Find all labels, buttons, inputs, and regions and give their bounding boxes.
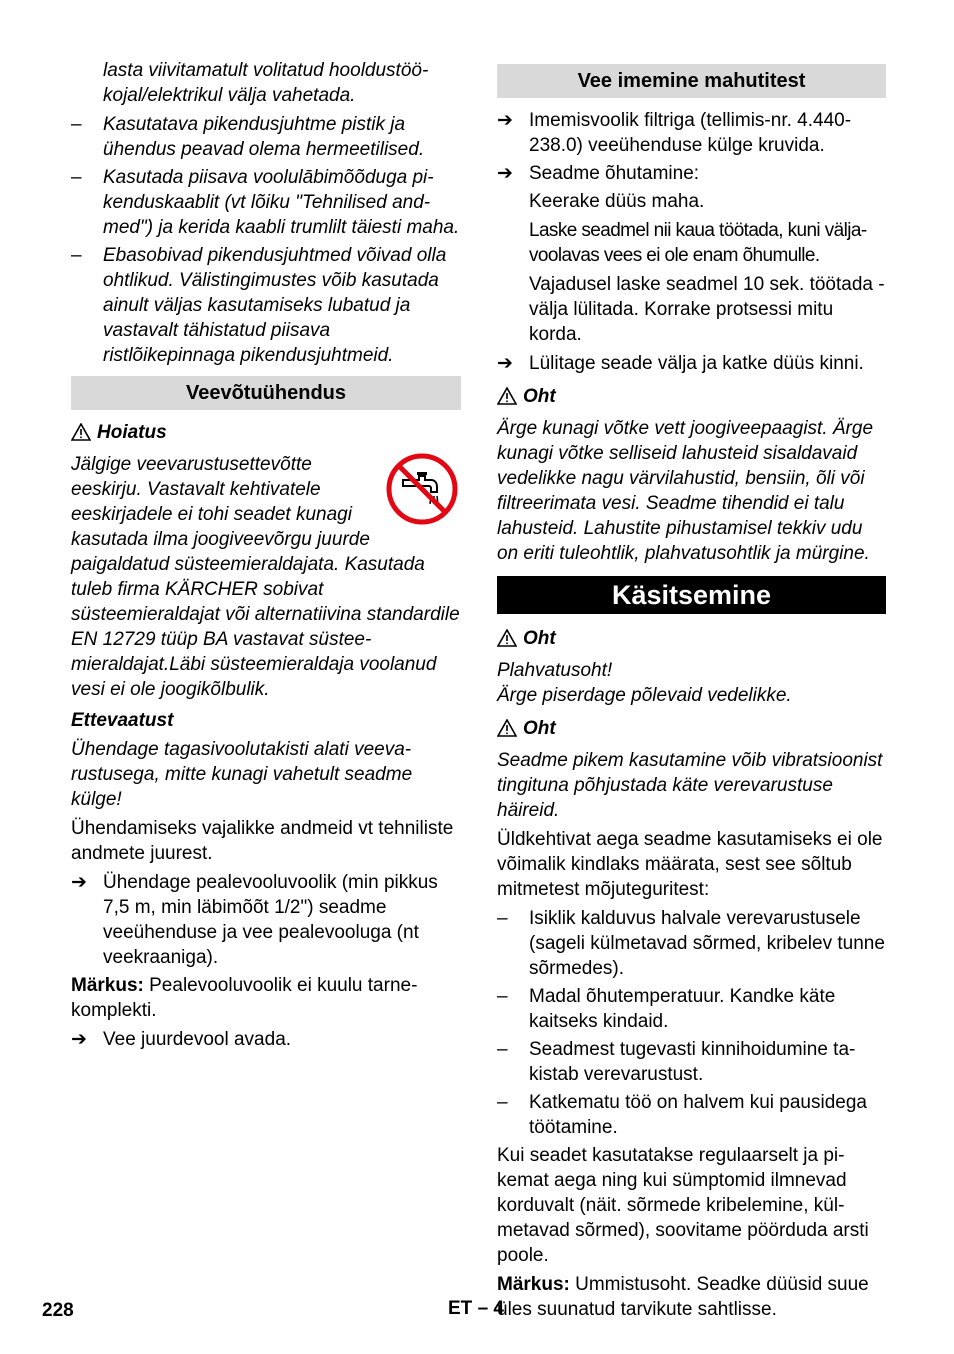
step-item: ➔ Ühendage pealevooluvoolik (min pikkus 7,5 m, min läbimõõt 1/2") seadme veeühenduse ja vee pealevooluga (nt veekraaniga). (71, 872, 438, 968)
list-item: – Seadmest tugevasti kinnihoidumine takistab verevarustust. (497, 1037, 886, 1087)
step-item: ➔ Imemisvoolik filtriga (tellimis-nr. 4.440-238.0) veeühenduse külge kruvida. (497, 110, 852, 156)
section-number: – 4 (477, 1298, 504, 1319)
connection-data-text: Ühendamiseks vajalikke andmeid vt tehniliste andmete juurest. (71, 818, 454, 864)
list-item: – Kasutada piisava voolulābimõõduga pikenduskaablit (vt lõiku "Tehnilised andmed") ja kerida kaabli trumlilt täiesti maha. (71, 165, 461, 240)
danger-text: Seadme pikem kasutamine võib vibratsioonist tingituna põhjustada käte verevarustuse häireid. (497, 750, 883, 821)
arrow-icon: ➔ (497, 110, 513, 131)
warning-triangle-icon (497, 629, 517, 654)
danger-text: Plahvatusoht! (497, 660, 613, 681)
no-drinking-water-icon (385, 452, 459, 533)
chapter-heading-operation: Käsitsemine (497, 576, 886, 614)
arrow-icon: ➔ (497, 353, 513, 374)
list-item: – Isiklik kalduvus halvale verevarustusele (sageli külmetavad sõrmed, kribelev tunne sõrmedes). (497, 906, 886, 981)
general-text: Üldkehtivat aega seadme kasutamiseks ei ole võimalik kindlaks määrata, sest see sõltub mitmetest mõjuteguritest: (497, 829, 883, 900)
language-code: ET (448, 1298, 473, 1319)
page-number: 228 (42, 1300, 74, 1321)
note: Märkus: Pealevooluvoolik ei kuulu tarnekomplekti. (71, 975, 418, 1021)
arrow-icon: ➔ (497, 163, 513, 184)
step-item: ➔ Lülitage seade välja ja katke düüs kinni. (497, 353, 864, 374)
note-label: Märkus: (71, 975, 144, 996)
danger-heading: Oht (497, 626, 886, 654)
step-subtext: Keerake düüs maha. (529, 191, 705, 212)
doctor-text: Kui seadet kasutatakse regulaarselt ja pikemat aega ning kui sümptomid ilmnevad korduvalt (näit. sõrmede kribelemine, külmetavad sõrmed), soovitame pöörduda arsti poole. (497, 1145, 869, 1266)
section-heading-water-connection: Veevõtuühendus (71, 376, 461, 410)
caution-text: Ühendage tagasivoolutakisti alati veevarustusega, mitte kunagi vahetult seadme külge! (71, 739, 413, 810)
warning-triangle-icon (71, 423, 91, 448)
arrow-icon: ➔ (71, 1029, 87, 1050)
continued-text: lasta viivitamatult volitatud hooldustöökojal/elektrikul välja vahetada. (103, 60, 429, 106)
step-subtext: Vajadusel laske seadmel 10 sek. töötada - välja lülitada. Korrake protsessi mitu korda. (529, 274, 885, 345)
danger-text: Ärge piserdage põlevaid vedelikke. (497, 685, 792, 706)
warning-triangle-icon (497, 387, 517, 412)
list-item: – Kasutatava pikendusjuhtme pistik ja ühendus peavad olema hermeetilised. (71, 112, 461, 162)
warning-triangle-icon (497, 719, 517, 744)
warning-text-block (71, 452, 461, 702)
step-item: ➔ Seadme õhutamine: (497, 163, 700, 184)
right-column (497, 58, 886, 1326)
footer-section (448, 1296, 504, 1321)
warning-heading: Hoiatus (71, 420, 461, 448)
danger-heading: Oht (497, 384, 886, 412)
danger-heading: Oht (497, 716, 886, 744)
list-item: – Katkematu töö on halvem kui pausidega töötamine. (497, 1090, 886, 1140)
caution-heading: Ettevaatust (71, 710, 174, 731)
list-item: – Madal õhutemperatuur. Kandke käte kaitseks kindaid. (497, 984, 886, 1034)
warning-text: Jälgige veevarustusettevõtte eeskirju. Vastavalt kehtivatele eeskirjadele ei tohi seadet kunagi kasutada ilma joogiveevõrgu juurde paigaldatud süsteemieraldajata. Kasutada tuleb firma KÄRCHER sobivat süsteemieraldajat või alternatiivina standardile EN 12729 tüüp BA vastavat süsteemieraldajat.Läbi süsteemieraldaja voolanud vesi ei ole joogikõlbulik. (71, 454, 460, 700)
danger-text: Ärge kunagi võtke vett joogiveepaagist. Ärge kunagi võtke selliseid lahusteid sisaldavaid vedelikke nagu värvilahustid, bensiin, õli või filtreerimata vesi. Seadme tihendid ei talu lahusteid. Lahustite pihustamisel tekkiv udu on eriti tuleohtlik, plahvatusohtlik ja mürgine. (497, 418, 874, 564)
section-heading-suction: Vee imemine mahutitest (497, 64, 886, 98)
arrow-icon: ➔ (71, 872, 87, 893)
step-item: ➔ Vee juurdevool avada. (71, 1029, 292, 1050)
note: Märkus: Ummistusoht. Seadke düüsid suue üles suunatud tarvikute sahtlisse. (497, 1274, 869, 1320)
step-subtext: Laske seadmel nii kaua töötada, kuni väljavoolavas vees ei ole enam õhumulle. (529, 220, 868, 266)
list-item: – Ebasobivad pikendusjuhtmed võivad olla ohtlikud. Välistingimustes võib kasutada ainult väljas kasutamiseks lubatud ja vastavalt tähistatud piisava ristlõikepinnaga pikendusjuhtmeid. (71, 243, 461, 368)
left-column (71, 58, 461, 1055)
note-label: Märkus: (497, 1274, 570, 1295)
